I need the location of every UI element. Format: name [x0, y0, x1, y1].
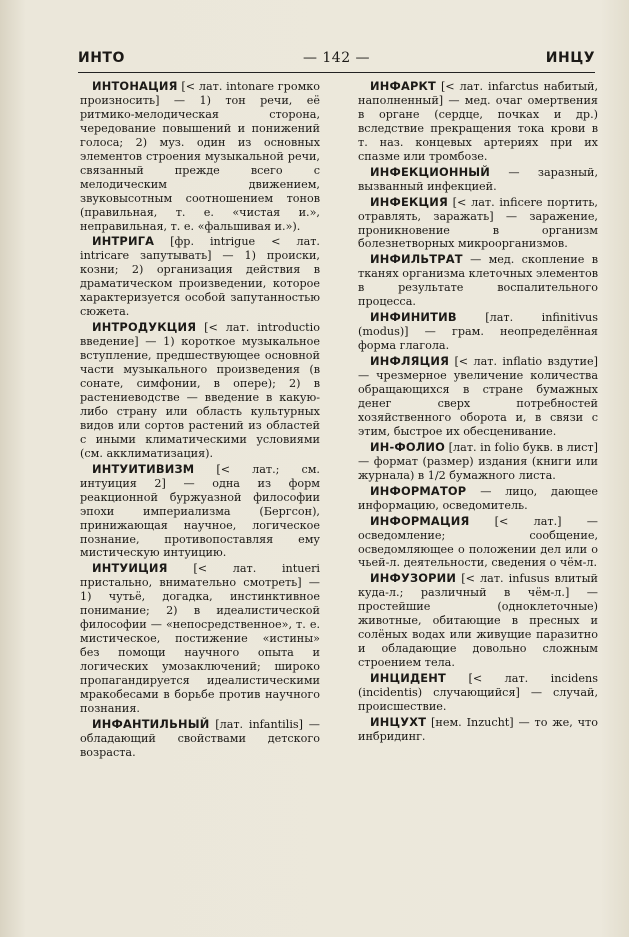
entry-headword: ИНФИНИТИВ — [370, 310, 457, 325]
entry-headword: ИНФЕКЦИЯ — [370, 194, 448, 209]
entry-headword: ИНФУЗОРИИ — [370, 571, 457, 586]
entry-definition: [< лат. infarctus набитый, наполненный] — мед. очаг омертвения в органе (сердце, почках и др.) вследствие прекращения тока крови в т. наз. концевых артериях при их спазме или тромбозе. — [358, 80, 598, 163]
dictionary-entry — [358, 196, 598, 252]
entry-headword: ИН-ФОЛИО — [370, 439, 446, 454]
header-left-guide-word: ИНТО — [78, 50, 125, 66]
dictionary-entry — [80, 321, 320, 461]
dictionary-entry — [358, 80, 598, 164]
entry-definition: [< лат. introductio введение] — 1) короткое музыкальное вступление, предшествующее основной части музыкального произведения (в сонате, симфонии, в опере); 2) в растениеводстве — введение в какую-либо страну или область культурных видов или сортов растений из областей с иными климатическими условиями (см. акклиматизация). — [80, 321, 320, 460]
entry-definition: — мед. скопление в тканях организма клеточных элементов в результате воспалительного процесса. — [358, 253, 598, 309]
entry-headword: ИНТРОДУКЦИЯ — [92, 320, 197, 335]
dictionary-entry — [358, 166, 598, 194]
header-right-guide-word: ИНЦУ — [545, 50, 595, 66]
entry-definition: [лат. infinitivus (modus)] — грам. неопределённая форма глагола. — [358, 311, 598, 353]
dictionary-entry — [80, 80, 320, 233]
entry-definition: [< лат. inficere портить, отравлять, заражать] — заражение, проникновение в организм болезнетворных микроорганизмов. — [358, 195, 598, 251]
dictionary-entry — [358, 355, 598, 439]
entry-headword: ИНФОРМАЦИЯ — [370, 513, 470, 528]
entry-headword: ИНЦИДЕНТ — [370, 671, 446, 686]
entry-headword: ИНФЛЯЦИЯ — [370, 354, 450, 369]
dictionary-entry — [358, 253, 598, 309]
dictionary-entry — [358, 485, 598, 513]
dictionary-entry — [358, 716, 598, 744]
entry-headword: ИНТУИЦИЯ — [92, 561, 168, 576]
dictionary-entry — [358, 311, 598, 353]
page-header — [78, 50, 595, 70]
entry-headword: ИНФАНТИЛЬНЫЙ — [92, 716, 210, 731]
entry-definition: [лат. infantilis] — обладающий свойствами детского возраста. — [80, 717, 320, 759]
entry-headword: ИНФАРКТ — [370, 79, 437, 93]
dictionary-entry — [80, 463, 320, 561]
entry-headword: ИНФЕКЦИОННЫЙ — [370, 164, 491, 179]
entry-headword: ИНТОНАЦИЯ — [92, 79, 178, 93]
entry-headword: ИНФИЛЬТРАТ — [370, 252, 463, 267]
dictionary-entry — [80, 562, 320, 715]
right-column — [358, 80, 598, 746]
entry-headword: ИНТУИТИВИЗМ — [92, 461, 195, 476]
dictionary-entry — [80, 718, 320, 760]
entry-headword: ИНТРИГА — [92, 234, 155, 249]
entry-definition: [< лат.] — осведомление; сообщение, осведомляющее о положении дел или о чьей-л. деятельности, сведения о чём-л. — [358, 514, 598, 570]
entry-headword: ИНЦУХТ — [370, 714, 427, 729]
entry-definition: [< лат.; см. интуиция 2] — одна из форм реакционной буржуазной философии эпохи империализма (Бергсон), принижающая научное, логическое познание, противопоставляя ему мистическую интуицию. — [80, 462, 320, 560]
entry-headword: ИНФОРМАТОР — [370, 483, 467, 498]
entry-definition: [лат. in folio букв. в лист] — формат (размер) издания (книги или журнала) в 1/2 бумажного листа. — [358, 440, 598, 482]
entry-definition: [нем. Inzucht] — то же, что инбридинг. — [358, 715, 598, 743]
entry-definition: [< лат. incidens (incidentis) случающийся] — случай, происшествие. — [358, 672, 598, 713]
dictionary-entry — [358, 672, 598, 714]
entry-definition: [< лат. infusus влитый куда-л.; различный в чём-л.] — простейшие (одноклеточные) животные, обитающие в пресных и солёных водах или живущие паразитно и обладающие довольно сложным строением тела. — [358, 572, 598, 670]
entry-definition: [< лат. intonare громко произносить] — 1) тон речи, её ритмико-мелодическая сторона, чередование повышений и понижений голоса; 2) муз. один из основных элементов строения музыкальной речи, связанный прежде всего с мелодическим движением, звуковысотным соотношением тонов (правильная, т. е. «чистая и.», неправильная, т. е. «фальшивая и.»). — [80, 80, 320, 233]
page-number: — 142 — — [302, 50, 371, 66]
entry-definition: — лицо, дающее информацию, осведомитель. — [358, 484, 598, 512]
entry-definition: [фр. intrigue < лат. intricare запутывать] — 1) происки, козни; 2) организация действия в драматическом произведении, которое характеризуется особой запутанностью сюжета. — [80, 235, 320, 319]
left-column — [80, 80, 320, 762]
entry-definition: [< лат. inflatio вздутие] — чрезмерное увеличение количества обращающихся в стране бумажных денег сверх потребностей хозяйственного оборота и, в связи с этим, быстрое их обесценивание. — [358, 355, 598, 438]
dictionary-entry — [358, 441, 598, 483]
entry-definition: [< лат. intueri пристально, внимательно смотреть] — 1) чутьё, догадка, инстинктивное понимание; 2) в идеалистической философии — «непосредственное», т. е. мистическое, постижение «истины» без помощи научного опыта и логических умозаключений; широко пропагандируется идеалистическими мракобесами в борьбе против научного познания. — [80, 562, 321, 715]
dictionary-entry — [358, 572, 598, 670]
dictionary-entry — [80, 235, 320, 319]
header-rule — [78, 72, 595, 73]
entry-definition: — заразный, вызванный инфекцией. — [358, 165, 598, 193]
dictionary-entry — [358, 515, 598, 571]
